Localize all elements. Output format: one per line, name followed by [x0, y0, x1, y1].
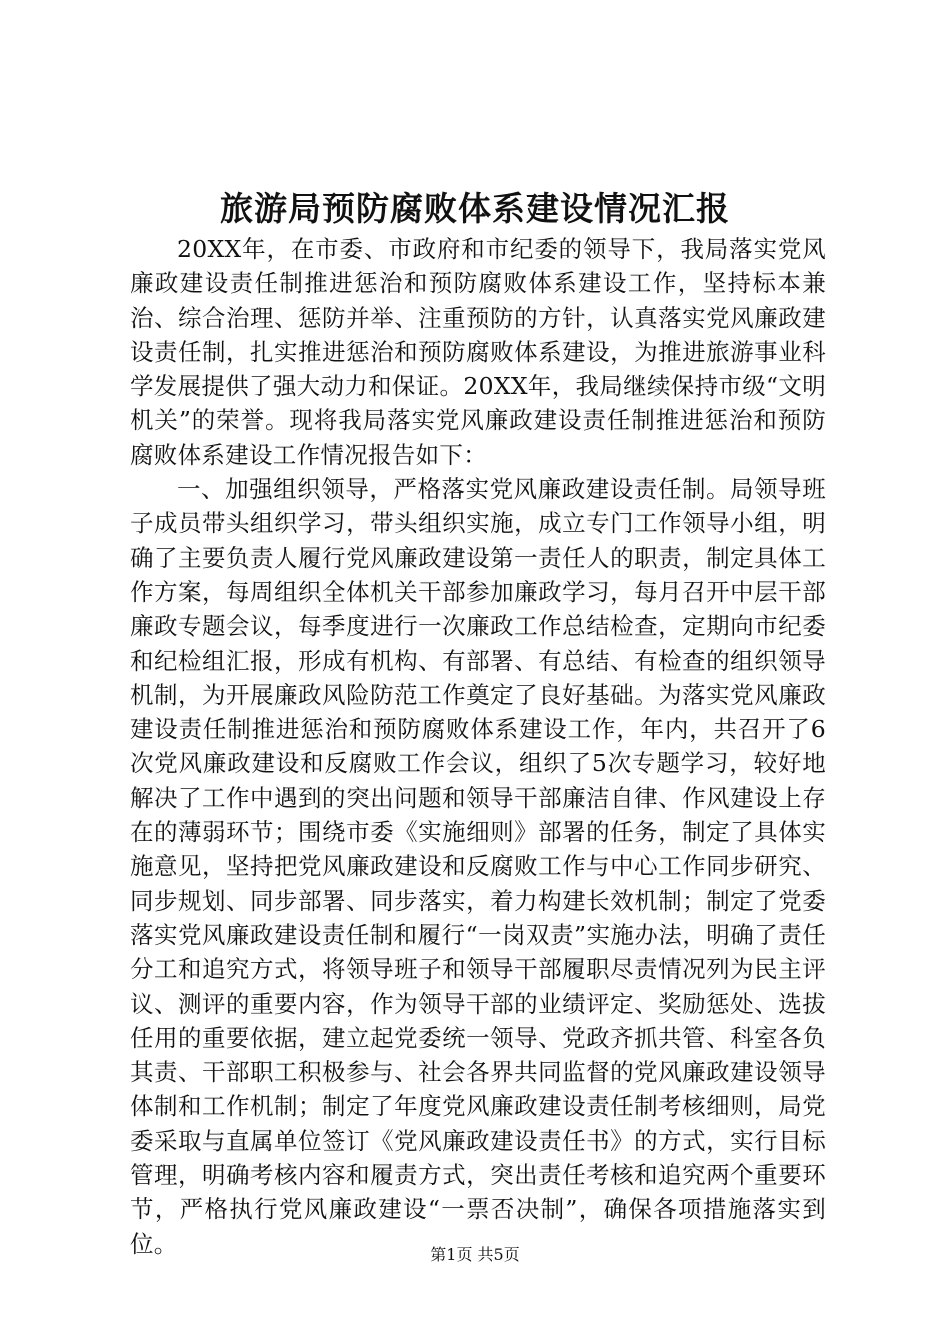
page-number-footer: 第1页 共5页 — [430, 1245, 520, 1264]
document-title: 旅游局预防腐败体系建设情况汇报 — [220, 189, 730, 228]
paragraph-intro: 20XX年，在市委、市政府和市纪委的领导下，我局落实党风廉政建设责任制推进惩治和预防腐败体系建设工作，坚持标本兼治、综合治理、惩防并举、注重预防的方针，认真落实党风廉政建设责任制，扎实推进惩治和预防腐败体系建设，为推进旅游事业科学发展提供了强大动力和保证。20XX年，我局继续保持市级“文明机关”的荣誉。现将我局落实党风廉政建设责任制推进惩治和预防腐败体系建设工作情况报告如下： — [130, 235, 826, 469]
document-body — [130, 232, 826, 1261]
paragraph-section-one: 一、加强组织领导，严格落实党风廉政建设责任制。局领导班子成员带头组织学习，带头组织实施，成立专门工作领导小组，明确了主要负责人履行党风廉政建设第一责任人的职责，制定具体工作方案，每周组织全体机关干部参加廉政学习，每月召开中层干部廉政专题会议，每季度进行一次廉政工作总结检查，定期向市纪委和纪检组汇报，形成有机构、有部署、有总结、有检查的组织领导机制，为开展廉政风险防范工作奠定了良好基础。为落实党风廉政建设责任制推进惩治和预防腐败体系建设工作，年内，共召开了6次党风廉政建设和反腐败工作会议，组织了5次专题学习，较好地解决了工作中遇到的突出问题和领导干部廉洁自律、作风建设上存在的薄弱环节；围绕市委《实施细则》部署的任务，制定了具体实施意见，坚持把党风廉政建设和反腐败工作与中心工作同步研究、同步规划、同步部署、同步落实，着力构建长效机制；制定了党委落实党风廉政建设责任制和履行“一岗双责”实施办法，明确了责任分工和追究方式，将领导班子和领导干部履职尽责情况列为民主评议、测评的重要内容，作为领导干部的业绩评定、奖励惩处、选拔任用的重要依据，建立起党委统一领导、党政齐抓共管、科室各负其责、干部职工积极参与、社会各界共同监督的党风廉政建设领导体制和工作机制；制定了年度党风廉政建设责任制考核细则，局党委采取与直属单位签订《党风廉政建设责任书》的方式，实行目标管理，明确考核内容和履责方式，突出责任考核和追究两个重要环节，严格执行党风廉政建设“一票否决制”，确保各项措施落实到位。 — [130, 475, 826, 1258]
